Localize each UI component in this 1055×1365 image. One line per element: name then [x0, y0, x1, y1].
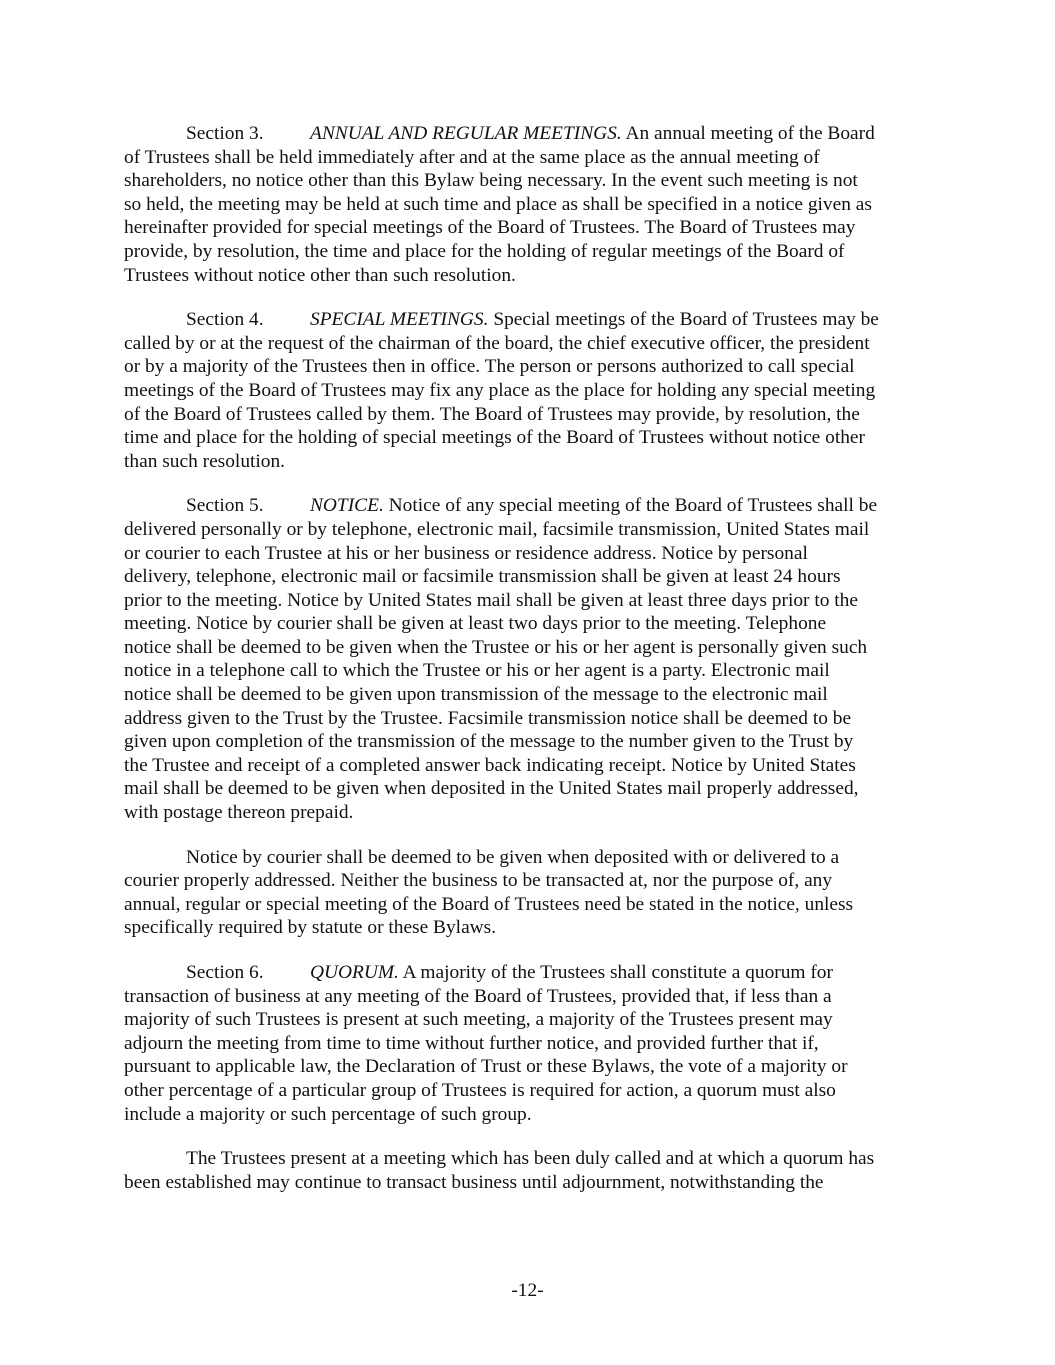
section-4-paragraph [124, 308, 930, 473]
section-3-paragraph [124, 122, 930, 287]
section-body: Special meetings of the Board of Trustees may be called by or at the request of the chairman of the board, the chief executive officer, the president or by a majority of the Trustees then in office. The person or persons authorized to call special meetings of the Board of Trustees may fix any place as the place for holding any special meeting of the Board of Trustees called by them. The Board of Trustees may provide, by resolution, the time and place for the holding of special meetings of the Board of Trustees without notice other than such resolution. [124, 309, 879, 472]
paragraph-body: Notice by courier shall be deemed to be given when deposited with or delivered to a courier properly addressed. Neither the business to be transacted at, nor the purpose of, any annual, regular or special meeting of the Board of Trustees need be stated in the notice, unless specifically required by statute or these Bylaws. [124, 846, 854, 939]
paragraph-body: The Trustees present at a meeting which has been duly called and at which a quorum has been established may continue to transact business until adjournment, notwithstanding the [124, 1148, 875, 1193]
section-body: A majority of the Trustees shall constitute a quorum for transaction of business at any meeting of the Board of Trustees, provided that, if less than a majority of such Trustees is present at such meeting, a majority of the Trustees present may adjourn the meeting from time to time without further notice, and provided further that if, pursuant to applicable law, the Declaration of Trust or these Bylaws, the vote of a majority or other percentage of a particular group of Trustees is required for action, a quorum must also include a majority or such percentage of such group. [124, 962, 848, 1125]
section-heading: NOTICE. [310, 495, 384, 517]
document-page [124, 122, 930, 1215]
section-body: An annual meeting of the Board of Trustees shall be held immediately after and at the same place as the annual meeting of shareholders, no notice other than this Bylaw being necessary. In the event such meeting is not so held, the meeting may be held at such time and place as shall be specified in a notice given as hereinafter provided for special meetings of the Board of Trustees. The Board of Trustees may provide, by resolution, the time and place for the holding of regular meetings of the Board of Trustees without notice other than such resolution. [124, 123, 875, 286]
section-body: Notice of any special meeting of the Board of Trustees shall be delivered personally or by telephone, electronic mail, facsimile transmission, United States mail or courier to each Trustee at his or her business or residence address. Notice by personal delivery, telephone, electronic mail or facsimile transmission shall be given at least 24 hours prior to the meeting. Notice by United States mail shall be given at least three days prior to the meeting. Notice by courier shall be given at least two days prior to the meeting. Telephone notice shall be deemed to be given when the Trustee or his or her agent is personally given such notice in a telephone call to which the Trustee or his or her agent is a party. Electronic mail notice shall be deemed to be given upon transmission of the message to the electronic mail address given to the Trust by the Trustee. Facsimile transmission notice shall be deemed to be given upon completion of the transmission of the message to the number given to the Trust by the Trustee and receipt of a completed answer back indicating receipt. Notice by United States mail shall be deemed to be given when deposited in the United States mail properly addressed, with postage thereon prepaid. [124, 495, 878, 824]
section-number: Section 4. [186, 309, 264, 331]
section-heading: ANNUAL AND REGULAR MEETINGS. [310, 123, 622, 144]
section-5-paragraph [124, 494, 930, 824]
notice-continuation-paragraph [124, 846, 930, 940]
section-heading: QUORUM. [310, 962, 399, 983]
section-heading: SPECIAL MEETINGS. [310, 309, 489, 331]
section-number: Section 5. [186, 495, 264, 517]
section-number: Section 6. [186, 962, 264, 983]
page-number: -12- [511, 1280, 544, 1301]
section-6-paragraph [124, 961, 930, 1126]
quorum-continuation-paragraph [124, 1147, 930, 1194]
section-number: Section 3. [186, 123, 264, 144]
